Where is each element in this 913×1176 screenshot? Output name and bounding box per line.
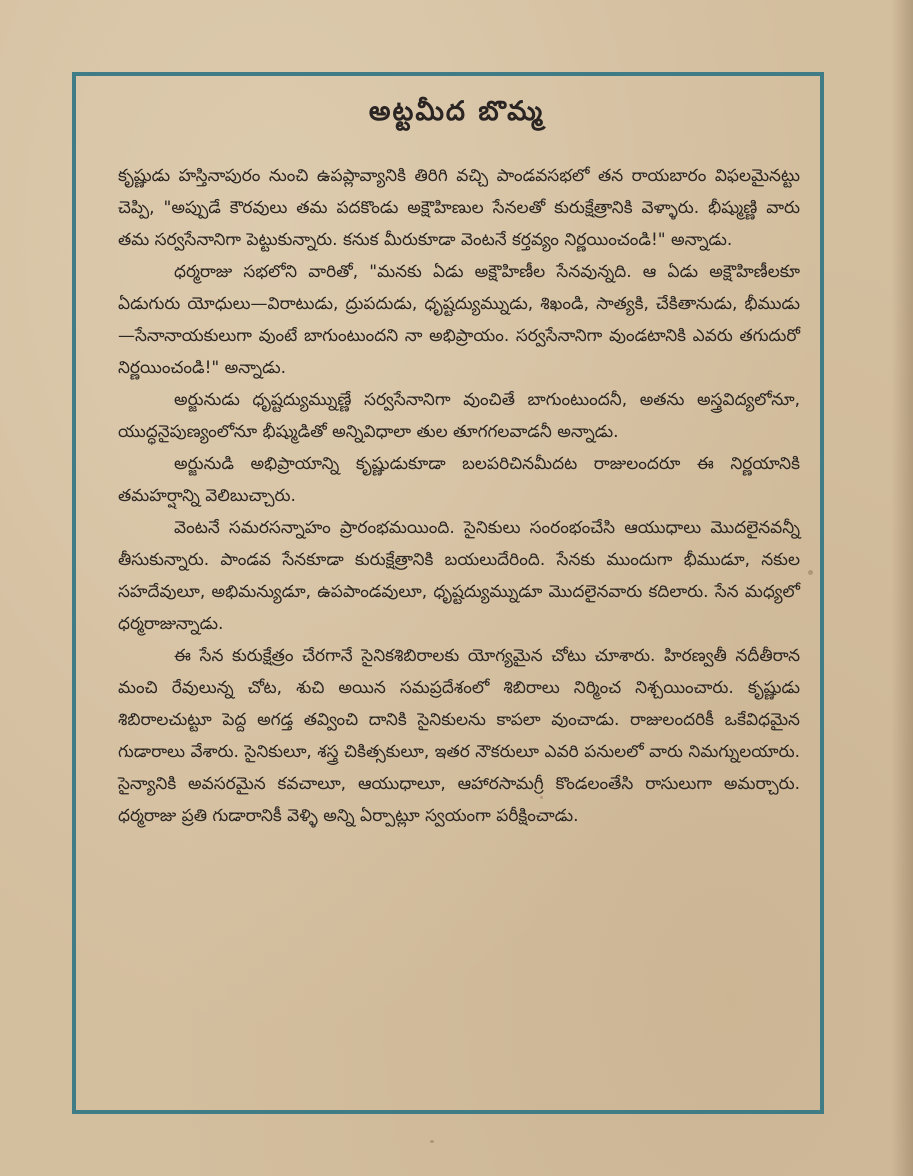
paper-spot: [430, 1140, 434, 1143]
chapter-title: అట్టమీద బొమ్మ: [368, 96, 545, 127]
paragraph-5: వెంటనే సమరసన్నాహం ప్రారంభమయింది. సైనికులు సంరంభంచేసి ఆయుధాలు మొదలైనవన్నీ తీసుకున్నారు. పాండవ సేనకూడా కురుక్షేత్రానికి బయలుదేరింది. సేనకు ముందుగా భీముడూ, నకుల సహదేవులూ, అభిమన్యుడూ, ఉపపాండవులూ, ధృష్టద్యుమ్నుడూ మొదలైనవారు కదిలారు. సేన మధ్యలో ధర్మరాజున్నాడు.: [118, 518, 800, 634]
paper-spot: [540, 796, 543, 799]
page-edge-shadow: [891, 0, 913, 1176]
paragraph-4: అర్జునుడి అభిప్రాయాన్ని కృష్ణుడుకూడా బలపరిచినమీదట రాజులందరూ ఈ నిర్ణయానికి తమహర్షాన్ని వెలిబుచ్చారు.: [118, 454, 800, 506]
paragraph-6: ఈ సేన కురుక్షేత్రం చేరగానే సైనికశిబిరాలకు యోగ్యమైన చోటు చూశారు. హిరణ్వతీ నదీతీరాన మంచి రేవులున్న చోట, శుచి అయిన సమప్రదేశంలో శిబిరాలు నిర్మించ నిశ్చయించారు. కృష్ణుడు శిబిరాలచుట్టూ పెద్ద అగడ్త తవ్వించి దానికి సైనికులను కాపలా వుంచాడు. రాజులందరికీ ఒకేవిధమైన గుడారాలు వేశారు. సైనికులూ, శస్త్ర చికిత్సకులూ, ఇతర నౌకరులూ ఎవరి పనులలో వారు నిమగ్నులయారు. సైన్యానికి అవసరమైన కవచాలూ, ఆయుధాలూ, ఆహారసామగ్రీ కొండలంతేసి రాసులుగా అమర్చారు. ధర్మరాజు ప్రతి గుడారానికీ వెళ్ళి అన్ని ఏర్పాట్లూ స్వయంగా పరీక్షించాడు.: [118, 646, 800, 826]
paragraph-3: అర్జునుడు ధృష్టద్యుమ్నుణ్ణే సర్వసేనానిగా వుంచితే బాగుంటుందనీ, అతను అస్త్రవిద్యలోనూ, యుద్ధనైపుణ్యంలోనూ భీష్ముడితో అన్నివిధాలా తుల తూగగలవాడనీ అన్నాడు.: [118, 390, 800, 442]
paper-spot: [808, 570, 813, 575]
paragraph-1: కృష్ణుడు హస్తినాపురం నుంచి ఉపప్లావ్యానికి తిరిగి వచ్చి పాండవసభలో తన రాయబారం విఫలమైనట్టు చెప్పి, "అప్పుడే కౌరవులు తమ పదకొండు అక్షౌహిణుల సేనలతో కురుక్షేత్రానికి వెళ్ళారు. భీష్ముణ్ణి వారు తమ సర్వసేనానిగా పెట్టుకున్నారు. కనుక మీరుకూడా వెంటనే కర్తవ్యం నిర్ణయించండి!" అన్నాడు.: [118, 166, 800, 250]
paragraph-2: ధర్మరాజు సభలోని వారితో, "మనకు ఏడు అక్షౌహిణీల సేనవున్నది. ఆ ఏడు అక్షౌహిణీలకూ ఏడుగురు యోధులు—విరాటుడు, ద్రుపదుడు, ధృష్టద్యుమ్నుడు, శిఖండి, సాత్యకి, చేకితానుడు, భీముడు—సేనానాయకులుగా వుంటే బాగుంటుందని నా అభిప్రాయం. సర్వసేనానిగా వుండటానికి ఎవరు తగుదురో నిర్ణయించండి!" అన్నాడు.: [118, 262, 800, 378]
story-body: [118, 160, 800, 832]
